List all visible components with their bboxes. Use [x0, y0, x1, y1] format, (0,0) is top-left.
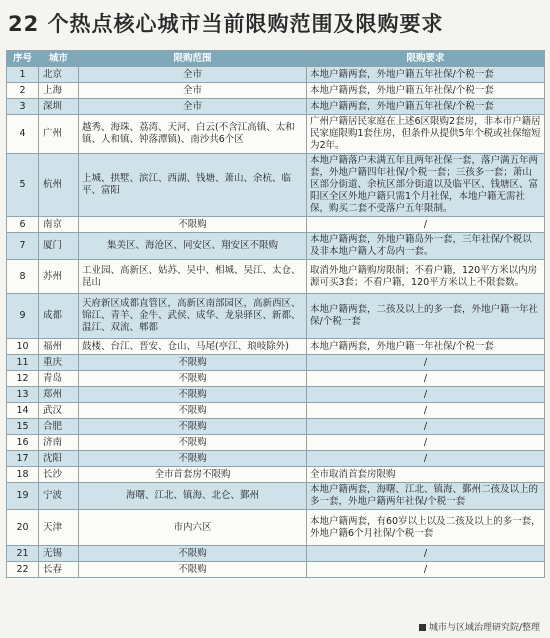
- row-number: 15: [7, 419, 39, 435]
- row-scope: 不限购: [79, 451, 307, 467]
- row-number: 17: [7, 451, 39, 467]
- row-number: 2: [7, 83, 39, 99]
- row-number: 8: [7, 260, 39, 294]
- table-row: [7, 355, 545, 371]
- row-number: 13: [7, 387, 39, 403]
- row-scope: 全市: [79, 99, 307, 115]
- row-requirement: 本地户籍落户未满五年且两年社保一套，落户满五年两套，外地户籍四年社保/个税一套；三孩多一套；萧山区部分街道、余杭区部分街道以及临平区、钱塘区、富阳区全区外地户籍只需1个月社保，本地户籍无需社保，购买二套不受落户五年限制。: [307, 154, 545, 217]
- row-scope: 工业园、高新区、姑苏、吴中、相城、吴江、太仓、昆山: [79, 260, 307, 294]
- row-city: 济南: [39, 435, 79, 451]
- row-requirement: /: [307, 562, 545, 578]
- row-scope: 不限购: [79, 387, 307, 403]
- table-row: [7, 403, 545, 419]
- table-row: [7, 154, 545, 217]
- table-row: [7, 233, 545, 260]
- row-city: 杭州: [39, 154, 79, 217]
- row-city: 沈阳: [39, 451, 79, 467]
- row-scope: 全市: [79, 67, 307, 83]
- table-row: [7, 115, 545, 154]
- source-credit: [419, 620, 540, 633]
- row-requirement: /: [307, 435, 545, 451]
- table-header-row: [7, 51, 545, 67]
- row-requirement: 本地户籍两套，外地户籍岛外一套，三年社保/个税以及非本地户籍人才岛内一套。: [307, 233, 545, 260]
- row-city: 宁波: [39, 483, 79, 510]
- header-no: 序号: [7, 51, 39, 67]
- row-scope: 不限购: [79, 562, 307, 578]
- row-number: 10: [7, 339, 39, 355]
- table-row: [7, 546, 545, 562]
- row-city: 合肥: [39, 419, 79, 435]
- row-requirement: 本地户籍两套，外地户籍五年社保/个税一套: [307, 99, 545, 115]
- row-city: 无锡: [39, 546, 79, 562]
- row-number: 19: [7, 483, 39, 510]
- row-city: 长沙: [39, 467, 79, 483]
- table-row: [7, 217, 545, 233]
- table-row: [7, 562, 545, 578]
- row-requirement: 本地户籍两套，二孩及以上的多一套，外地户籍一年社保/个税一套: [307, 294, 545, 339]
- row-requirement: 本地户籍两套，有60岁以上以及二孩及以上的多一套，外地户籍6个月社保/个税一套: [307, 510, 545, 546]
- row-number: 16: [7, 435, 39, 451]
- row-city: 青岛: [39, 371, 79, 387]
- row-scope: 不限购: [79, 546, 307, 562]
- row-city: 广州: [39, 115, 79, 154]
- table-row: [7, 419, 545, 435]
- row-number: 4: [7, 115, 39, 154]
- row-scope: 海曙、江北、镇海、北仑、鄞州: [79, 483, 307, 510]
- table-row: [7, 67, 545, 83]
- row-scope: 全市首套房不限购: [79, 467, 307, 483]
- table-row: [7, 99, 545, 115]
- table-row: [7, 435, 545, 451]
- page-title: 22 个热点核心城市当前限购范围及限购要求: [8, 12, 444, 36]
- row-scope: 不限购: [79, 435, 307, 451]
- row-city: 长春: [39, 562, 79, 578]
- row-city: 成都: [39, 294, 79, 339]
- row-city: 郑州: [39, 387, 79, 403]
- table-row: [7, 451, 545, 467]
- row-requirement: 本地户籍两套，外地户籍一年社保/个税一套: [307, 339, 545, 355]
- row-number: 6: [7, 217, 39, 233]
- row-scope: 上城、拱墅、滨江、西湖、钱塘、萧山、余杭、临平、富阳: [79, 154, 307, 217]
- row-requirement: /: [307, 387, 545, 403]
- row-scope: 不限购: [79, 403, 307, 419]
- row-scope: 不限购: [79, 419, 307, 435]
- row-scope: 鼓楼、台江、晋安、仓山、马尾(亭江、琅岐除外): [79, 339, 307, 355]
- row-scope: 不限购: [79, 217, 307, 233]
- row-requirement: /: [307, 451, 545, 467]
- row-city: 苏州: [39, 260, 79, 294]
- row-requirement: /: [307, 217, 545, 233]
- row-number: 22: [7, 562, 39, 578]
- row-number: 12: [7, 371, 39, 387]
- table-row: [7, 260, 545, 294]
- row-number: 3: [7, 99, 39, 115]
- table-row: [7, 339, 545, 355]
- header-requirement: 限购要求: [307, 51, 545, 67]
- row-city: 深圳: [39, 99, 79, 115]
- row-scope: 集美区、海沧区、同安区、翔安区不限购: [79, 233, 307, 260]
- row-requirement: /: [307, 371, 545, 387]
- table-row: [7, 510, 545, 546]
- row-requirement: /: [307, 355, 545, 371]
- row-number: 14: [7, 403, 39, 419]
- row-number: 5: [7, 154, 39, 217]
- row-scope: 全市: [79, 83, 307, 99]
- table-row: [7, 387, 545, 403]
- table-body: [7, 67, 545, 578]
- row-number: 18: [7, 467, 39, 483]
- row-requirement: 本地户籍两套，外地户籍五年社保/个税一套: [307, 67, 545, 83]
- row-scope: 越秀、海珠、荔湾、天河、白云(不含江高镇、太和镇、人和镇、钟落潭镇)、南沙共6个区: [79, 115, 307, 154]
- table-row: [7, 467, 545, 483]
- row-number: 20: [7, 510, 39, 546]
- row-requirement: 全市取消首套房限购: [307, 467, 545, 483]
- row-requirement: 广州户籍居民家庭在上述6区限购2套房，非本市户籍居民家庭限购1套住房，但条件从提供5年个税或社保缩短为2年。: [307, 115, 545, 154]
- table-row: [7, 294, 545, 339]
- row-city: 重庆: [39, 355, 79, 371]
- row-scope: 不限购: [79, 355, 307, 371]
- row-requirement: 本地户籍两套，海曙、江北、镇海、鄞州二孩及以上的多一套，外地户籍两年社保/个税一套: [307, 483, 545, 510]
- header-scope: 限购范围: [79, 51, 307, 67]
- row-number: 1: [7, 67, 39, 83]
- table-row: [7, 83, 545, 99]
- row-requirement: /: [307, 403, 545, 419]
- square-bullet-icon: [419, 624, 426, 631]
- row-city: 厦门: [39, 233, 79, 260]
- header-city: 城市: [39, 51, 79, 67]
- row-city: 福州: [39, 339, 79, 355]
- table-row: [7, 483, 545, 510]
- row-city: 天津: [39, 510, 79, 546]
- table-row: [7, 371, 545, 387]
- row-number: 9: [7, 294, 39, 339]
- row-city: 北京: [39, 67, 79, 83]
- row-requirement: /: [307, 546, 545, 562]
- row-requirement: 取消外地户籍购房限制；不看户籍，120平方米以内房源可买3套；不看户籍，120平方米以上不限套数。: [307, 260, 545, 294]
- row-city: 武汉: [39, 403, 79, 419]
- row-scope: 市内六区: [79, 510, 307, 546]
- row-requirement: 本地户籍两套，外地户籍五年社保/个税一套: [307, 83, 545, 99]
- row-number: 21: [7, 546, 39, 562]
- row-requirement: /: [307, 419, 545, 435]
- row-scope: 不限购: [79, 371, 307, 387]
- purchase-restriction-table: [6, 50, 545, 578]
- source-credit-text: 城市与区域治理研究院/整理: [428, 623, 540, 633]
- row-scope: 天府新区成都直管区，高新区南部园区，高新西区、锦江、青羊、金牛、武侯、成华、龙泉驿区、新都、温江、双流、郫都: [79, 294, 307, 339]
- row-city: 南京: [39, 217, 79, 233]
- row-city: 上海: [39, 83, 79, 99]
- row-number: 11: [7, 355, 39, 371]
- row-number: 7: [7, 233, 39, 260]
